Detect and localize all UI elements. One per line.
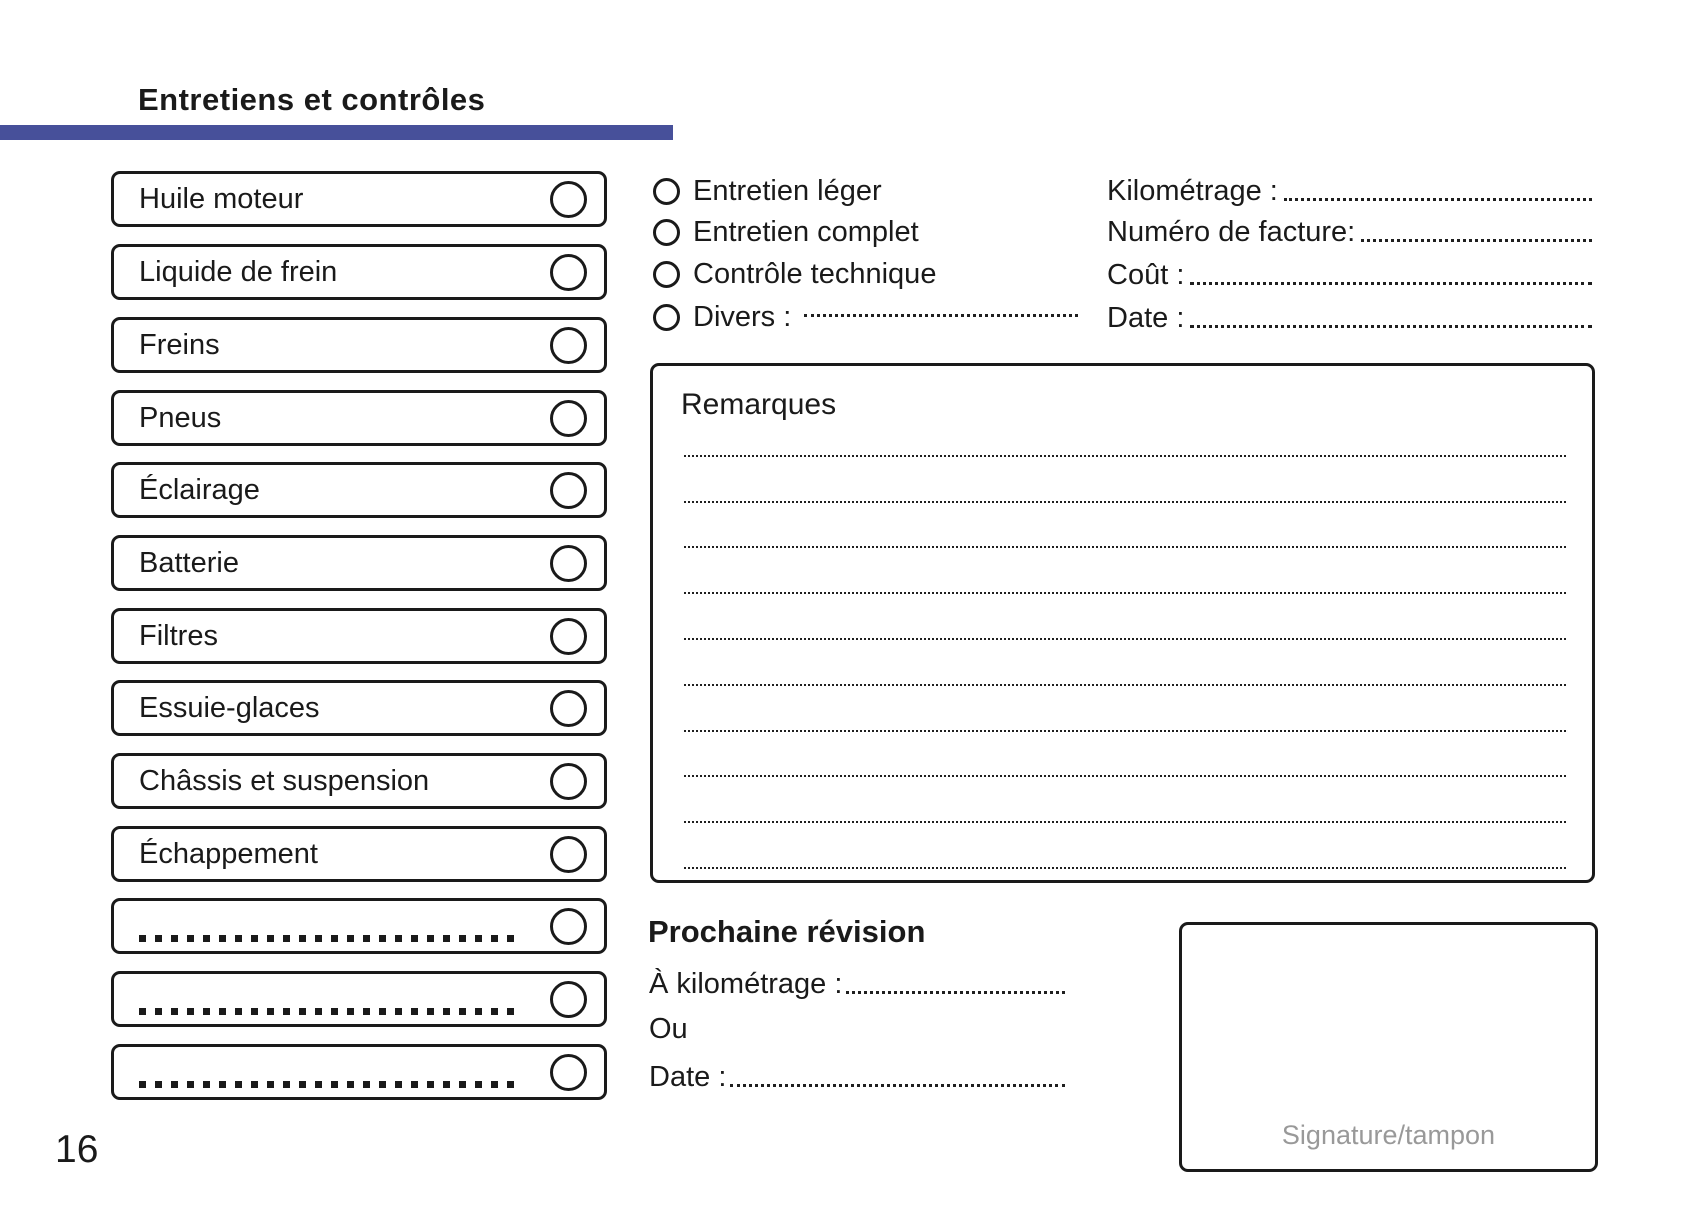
- page-number: 16: [55, 1128, 99, 1171]
- cout-write-line[interactable]: [1190, 282, 1592, 285]
- checklist-box-blank-1: [111, 898, 607, 954]
- checklist-box-eclairage: [111, 462, 607, 518]
- field-row-date: [1107, 299, 1592, 335]
- check-circle[interactable]: [550, 836, 587, 873]
- field-label: Date :: [1107, 302, 1185, 334]
- checklist-box-pneus: [111, 390, 607, 446]
- check-circle[interactable]: [550, 981, 587, 1018]
- next-date-write-line[interactable]: [730, 1084, 1065, 1087]
- remarks-lines: [684, 411, 1566, 869]
- check-circle[interactable]: [550, 181, 587, 218]
- remarks-write-line[interactable]: [684, 457, 1566, 503]
- checklist-item-label: Liquide de frein: [139, 255, 338, 288]
- checklist-item-label: Freins: [139, 328, 220, 361]
- remarks-box: [650, 363, 1595, 883]
- field-label: Coût :: [1107, 259, 1185, 291]
- service-type-label: Divers :: [693, 300, 792, 333]
- check-circle[interactable]: [550, 400, 587, 437]
- check-circle[interactable]: [550, 690, 587, 727]
- check-circle[interactable]: [550, 545, 587, 582]
- checklist-item-label: Huile moteur: [139, 182, 304, 215]
- check-circle[interactable]: [550, 327, 587, 364]
- service-type-label: Contrôle technique: [693, 257, 937, 290]
- page-title: Entretiens et contrôles: [138, 82, 486, 117]
- checklist-box-huile-moteur: [111, 171, 607, 227]
- or-label: Ou: [649, 1013, 688, 1045]
- radio-circle[interactable]: [653, 219, 680, 246]
- checklist-box-liquide-de-frein: [111, 244, 607, 300]
- remarks-write-line[interactable]: [684, 548, 1566, 594]
- field-label: Numéro de facture:: [1107, 216, 1356, 248]
- next-kilometrage-write-line[interactable]: [846, 991, 1065, 994]
- kilometrage-write-line[interactable]: [1284, 198, 1592, 201]
- check-circle[interactable]: [550, 908, 587, 945]
- checklist-item-label: Éclairage: [139, 473, 260, 506]
- radio-circle[interactable]: [653, 261, 680, 288]
- radio-circle[interactable]: [653, 178, 680, 205]
- checklist-box-essuie-glaces: [111, 680, 607, 736]
- field-row-numero-de-facture: [1107, 213, 1592, 249]
- checklist-box-blank-3: [111, 1044, 607, 1100]
- checklist-item-label: Filtres: [139, 619, 218, 652]
- blank-item-write-line[interactable]: [139, 1081, 519, 1088]
- remarks-write-line[interactable]: [684, 686, 1566, 732]
- remarks-write-line[interactable]: [684, 777, 1566, 823]
- checklist-box-freins: [111, 317, 607, 373]
- remarks-title: Remarques: [681, 388, 837, 421]
- service-type-label: Entretien complet: [693, 215, 919, 248]
- checklist-item-label: Batterie: [139, 546, 239, 579]
- remarks-write-line[interactable]: [684, 411, 1566, 457]
- checklist-box-batterie: [111, 535, 607, 591]
- field-label: Kilométrage :: [1107, 175, 1278, 207]
- service-type-label: Entretien léger: [693, 174, 882, 207]
- field-row-kilometrage: [1107, 172, 1592, 208]
- service-type-row-entretien-leger: [653, 174, 993, 208]
- field-row-next-kilometrage: [649, 965, 1065, 1001]
- checklist-item-label: Échappement: [139, 837, 318, 870]
- field-row-next-date: [649, 1058, 1065, 1094]
- checklist-item-label: Pneus: [139, 401, 222, 434]
- radio-circle[interactable]: [653, 304, 680, 331]
- remarks-write-line[interactable]: [684, 732, 1566, 778]
- next-service-title: Prochaine révision: [648, 914, 926, 949]
- field-label: Date :: [649, 1061, 727, 1093]
- checklist-item-label: Châssis et suspension: [139, 764, 430, 797]
- title-accent-bar: [0, 125, 673, 140]
- checklist-box-chassis-et-suspension: [111, 753, 607, 809]
- service-type-row-controle-technique: [653, 257, 993, 291]
- check-circle[interactable]: [550, 1054, 587, 1091]
- service-type-row-entretien-complet: [653, 215, 993, 249]
- remarks-write-line[interactable]: [684, 594, 1566, 640]
- checklist-box-blank-2: [111, 971, 607, 1027]
- remarks-write-line[interactable]: [684, 823, 1566, 869]
- check-circle[interactable]: [550, 618, 587, 655]
- checklist-item-label: Essuie-glaces: [139, 691, 320, 724]
- signature-box[interactable]: [1179, 922, 1598, 1172]
- blank-item-write-line[interactable]: [139, 1008, 519, 1015]
- check-circle[interactable]: [550, 472, 587, 509]
- date-write-line[interactable]: [1190, 325, 1592, 328]
- check-circle[interactable]: [550, 254, 587, 291]
- remarks-write-line[interactable]: [684, 503, 1566, 549]
- field-row-cout: [1107, 256, 1592, 292]
- divers-write-line[interactable]: [804, 314, 1078, 317]
- blank-item-write-line[interactable]: [139, 935, 519, 942]
- checklist-box-filtres: [111, 608, 607, 664]
- signature-label: Signature/tampon: [1281, 1120, 1496, 1150]
- numero-facture-write-line[interactable]: [1361, 239, 1592, 242]
- checklist-box-echappement: [111, 826, 607, 882]
- service-type-row-divers: [653, 300, 1078, 334]
- check-circle[interactable]: [550, 763, 587, 800]
- field-label: À kilométrage :: [649, 968, 843, 1000]
- remarks-write-line[interactable]: [684, 640, 1566, 686]
